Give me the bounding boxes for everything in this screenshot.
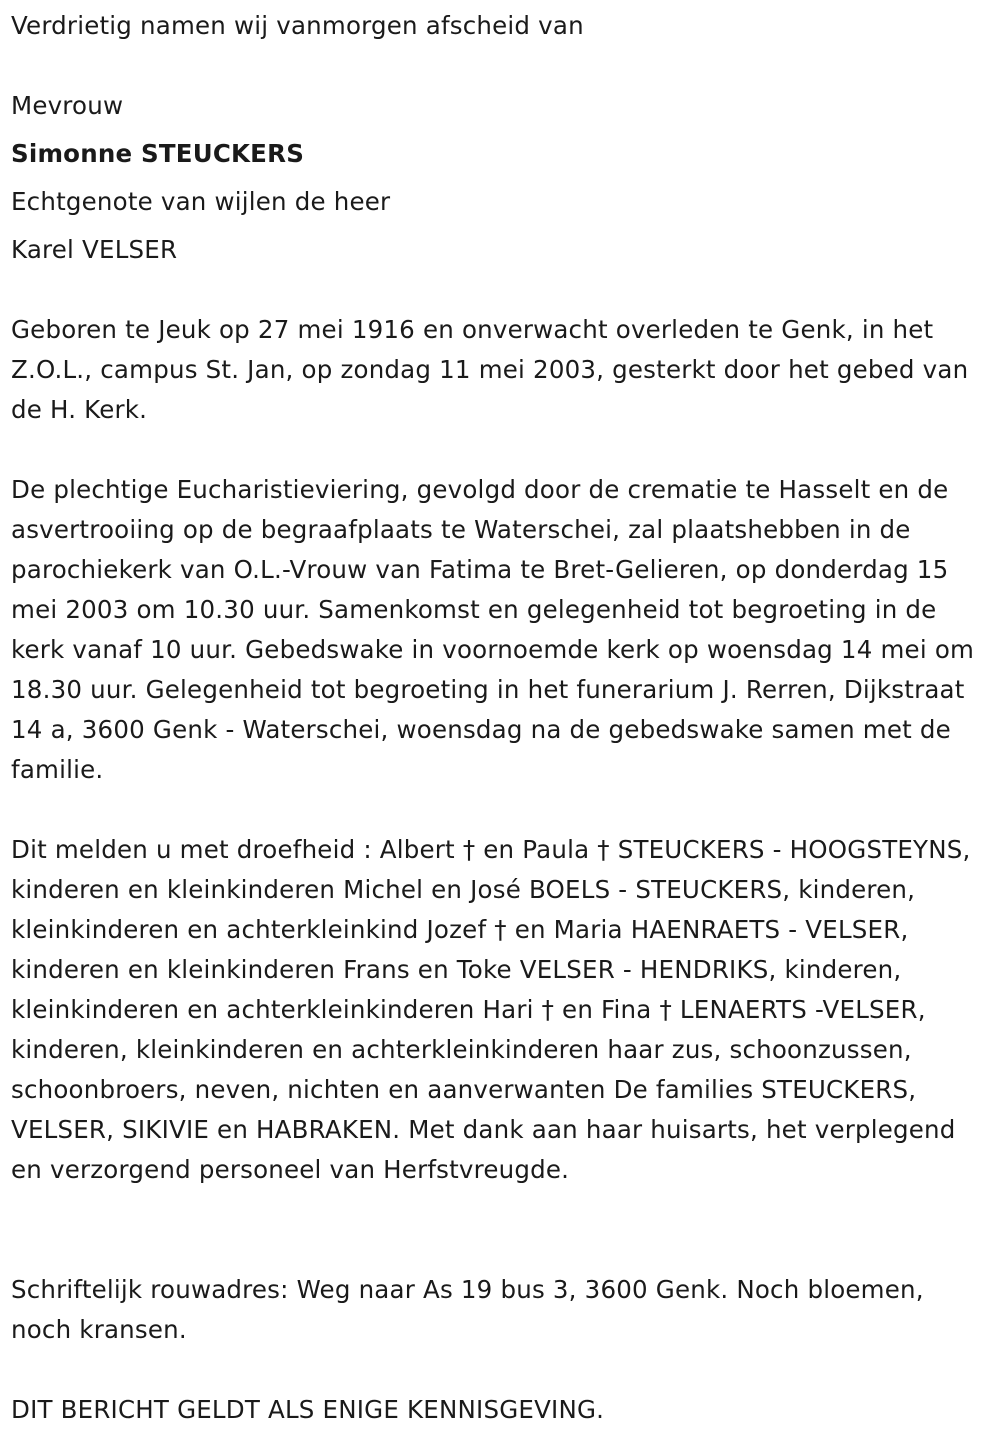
opening-line: Verdrietig namen wij vanmorgen afscheid van — [11, 11, 584, 40]
closing-line: DIT BERICHT GELDT ALS ENIGE KENNISGEVING. — [11, 1395, 605, 1424]
salutation: Mevrouw — [11, 91, 124, 120]
birth-death-paragraph: Geboren te Jeuk op 27 mei 1916 en onverwacht overleden te Genk, in het Z.O.L., campus St. Jan, op zondag 11 mei 2003, gesterkt door het gebed van de H. Kerk. — [11, 315, 969, 424]
deceased-name: Simonne STEUCKERS — [11, 139, 305, 168]
ceremony-paragraph: De plechtige Eucharistieviering, gevolgd door de crematie te Hasselt en de asvertrooiing op de begraafplaats te Waterschei, zal plaatshebben in de parochiekerk van O.L.-Vrouw van Fatima te Bret-Gelieren, op donderdag 15 mei 2003 om 10.30 uur. Samenkomst en gelegenheid tot begroeting in de kerk vanaf 10 uur. Gebedswake in voornoemde kerk op woensdag 14 mei om 18.30 uur. Gelegenheid tot begroeting in het funerarium J. Rerren, Dijkstraat 14 a, 3600 Genk - Waterschei, woensdag na de gebedswake samen met de familie. — [11, 475, 975, 784]
family-paragraph: Dit melden u met droefheid : Albert † en Paula † STEUCKERS - HOOGSTEYNS, kinderen en kleinkinderen Michel en José BOELS - STEUCKERS, kinderen, kleinkinderen en achterkleinkind Jozef † en Maria HAENRAETS - VELSER, kinderen en kleinkinderen Frans en Toke VELSER - HENDRIKS, kinderen, kleinkinderen en achterkleinkinderen Hari † en Fina † LENAERTS -VELSER, kinderen, kleinkinderen en achterkleinkinderen haar zus, schoonzussen, schoonbroers, neven, nichten en aanverwanten De families STEUCKERS, VELSER, SIKIVIE en HABRAKEN. Met dank aan haar huisarts, het verplegend en verzorgend personeel van Herfstvreugde. — [11, 835, 971, 1184]
address-paragraph: Schriftelijk rouwadres: Weg naar As 19 bus 3, 3600 Genk. Noch bloemen, noch kransen. — [11, 1275, 924, 1344]
spouse-name: Karel VELSER — [11, 235, 178, 264]
spouse-intro: Echtgenote van wijlen de heer — [11, 187, 391, 216]
